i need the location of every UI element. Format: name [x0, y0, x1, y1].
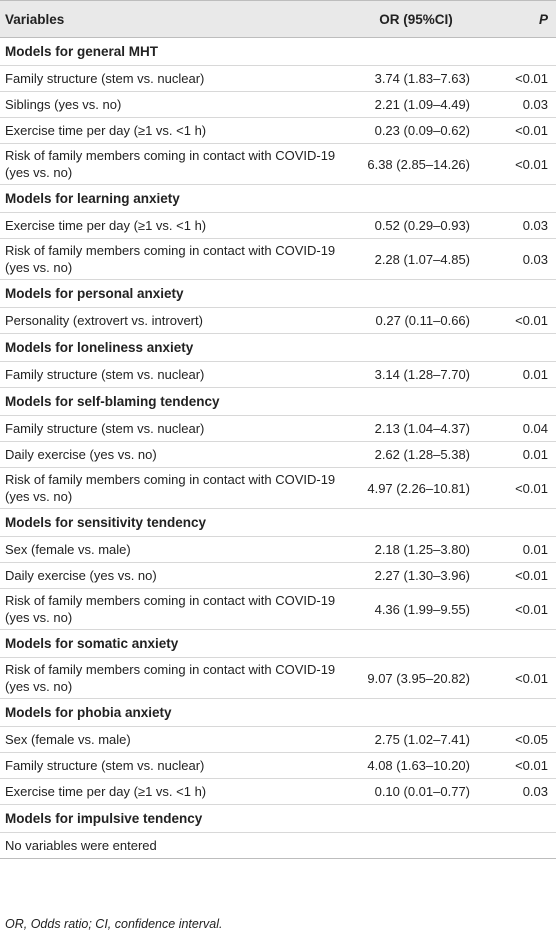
odds-ratio-cell: 2.75 (1.02–7.41) — [340, 727, 492, 753]
section-heading: Models for sensitivity tendency — [0, 509, 556, 537]
variable-cell: Daily exercise (yes vs. no) — [0, 563, 340, 589]
section-heading-row — [0, 334, 556, 362]
variable-cell: Family structure (stem vs. nuclear) — [0, 66, 340, 92]
column-header-variables: Variables — [0, 1, 340, 38]
p-value-cell: 0.03 — [492, 92, 556, 118]
odds-ratio-cell: 0.27 (0.11–0.66) — [340, 308, 492, 334]
odds-ratio-cell: 0.10 (0.01–0.77) — [340, 779, 492, 805]
p-value-cell: <0.01 — [492, 118, 556, 144]
section-heading-row — [0, 185, 556, 213]
variable-cell: Risk of family members coming in contact with COVID-19 (yes vs. no) — [0, 589, 340, 630]
table-row — [0, 537, 556, 563]
odds-ratio-cell — [340, 833, 492, 859]
odds-ratio-cell: 2.18 (1.25–3.80) — [340, 537, 492, 563]
variable-cell: Daily exercise (yes vs. no) — [0, 442, 340, 468]
odds-ratio-cell: 4.08 (1.63–10.20) — [340, 753, 492, 779]
p-value-cell: <0.01 — [492, 308, 556, 334]
section-heading-row — [0, 805, 556, 833]
variable-cell: Exercise time per day (≥1 vs. <1 h) — [0, 118, 340, 144]
section-heading: Models for learning anxiety — [0, 185, 556, 213]
column-header-p: P — [492, 1, 556, 38]
p-value-cell: <0.01 — [492, 563, 556, 589]
table-row — [0, 66, 556, 92]
p-value-cell — [492, 833, 556, 859]
section-heading-row — [0, 509, 556, 537]
p-value-cell: 0.01 — [492, 362, 556, 388]
section-heading-row — [0, 630, 556, 658]
variable-cell: Risk of family members coming in contact with COVID-19 (yes vs. no) — [0, 658, 340, 699]
header-row — [0, 1, 556, 38]
section-heading-row — [0, 280, 556, 308]
section-heading-row — [0, 388, 556, 416]
section-heading: Models for phobia anxiety — [0, 699, 556, 727]
section-heading: Models for general MHT — [0, 38, 556, 66]
table-row — [0, 753, 556, 779]
p-value-cell: 0.03 — [492, 779, 556, 805]
variable-cell: Exercise time per day (≥1 vs. <1 h) — [0, 779, 340, 805]
table-row — [0, 416, 556, 442]
p-value-cell: <0.01 — [492, 589, 556, 630]
table-header — [0, 1, 556, 38]
p-value-cell: <0.01 — [492, 658, 556, 699]
section-heading: Models for impulsive tendency — [0, 805, 556, 833]
table-row — [0, 442, 556, 468]
variable-cell: Risk of family members coming in contact with COVID-19 (yes vs. no) — [0, 144, 340, 185]
odds-ratio-cell: 0.23 (0.09–0.62) — [340, 118, 492, 144]
p-value-cell: <0.01 — [492, 753, 556, 779]
table-row — [0, 468, 556, 509]
p-value-cell: 0.01 — [492, 537, 556, 563]
section-heading-row — [0, 699, 556, 727]
p-value-cell: 0.03 — [492, 239, 556, 280]
variable-cell: Family structure (stem vs. nuclear) — [0, 416, 340, 442]
variable-cell: Family structure (stem vs. nuclear) — [0, 753, 340, 779]
table-row — [0, 144, 556, 185]
section-heading: Models for self-blaming tendency — [0, 388, 556, 416]
p-value-cell: 0.04 — [492, 416, 556, 442]
p-value-cell: <0.01 — [492, 144, 556, 185]
section-heading: Models for loneliness anxiety — [0, 334, 556, 362]
odds-ratio-cell: 6.38 (2.85–14.26) — [340, 144, 492, 185]
odds-ratio-cell: 3.14 (1.28–7.70) — [340, 362, 492, 388]
variable-cell: Exercise time per day (≥1 vs. <1 h) — [0, 213, 340, 239]
odds-ratio-cell: 9.07 (3.95–20.82) — [340, 658, 492, 699]
p-value-cell: <0.01 — [492, 66, 556, 92]
table-body — [0, 38, 556, 859]
odds-ratio-cell: 2.21 (1.09–4.49) — [340, 92, 492, 118]
table-row — [0, 833, 556, 859]
p-value-cell: <0.01 — [492, 468, 556, 509]
section-heading: Models for somatic anxiety — [0, 630, 556, 658]
table-row — [0, 92, 556, 118]
variable-cell: Sex (female vs. male) — [0, 727, 340, 753]
variable-cell: Risk of family members coming in contact with COVID-19 (yes vs. no) — [0, 239, 340, 280]
table-row — [0, 658, 556, 699]
odds-ratio-cell: 0.52 (0.29–0.93) — [340, 213, 492, 239]
variable-cell: Risk of family members coming in contact with COVID-19 (yes vs. no) — [0, 468, 340, 509]
table-row — [0, 362, 556, 388]
odds-ratio-cell: 2.27 (1.30–3.96) — [340, 563, 492, 589]
table-row — [0, 563, 556, 589]
odds-ratio-cell: 4.97 (2.26–10.81) — [340, 468, 492, 509]
column-header-or: OR (95%CI) — [340, 1, 492, 38]
variable-cell: Siblings (yes vs. no) — [0, 92, 340, 118]
variable-cell: Sex (female vs. male) — [0, 537, 340, 563]
p-value-cell: <0.05 — [492, 727, 556, 753]
table-row — [0, 727, 556, 753]
table-row — [0, 308, 556, 334]
p-value-cell: 0.03 — [492, 213, 556, 239]
odds-ratio-cell: 2.62 (1.28–5.38) — [340, 442, 492, 468]
table-row — [0, 779, 556, 805]
odds-ratio-cell: 2.28 (1.07–4.85) — [340, 239, 492, 280]
table-row — [0, 589, 556, 630]
section-heading-row — [0, 38, 556, 66]
variable-cell: Family structure (stem vs. nuclear) — [0, 362, 340, 388]
variable-cell: No variables were entered — [0, 833, 340, 859]
odds-ratio-cell: 2.13 (1.04–4.37) — [340, 416, 492, 442]
section-heading: Models for personal anxiety — [0, 280, 556, 308]
table-footnote: OR, Odds ratio; CI, confidence interval. — [5, 917, 223, 931]
variable-cell: Personality (extrovert vs. introvert) — [0, 308, 340, 334]
table-row — [0, 239, 556, 280]
p-value-cell: 0.01 — [492, 442, 556, 468]
odds-ratio-cell: 4.36 (1.99–9.55) — [340, 589, 492, 630]
odds-ratio-cell: 3.74 (1.83–7.63) — [340, 66, 492, 92]
table-row — [0, 213, 556, 239]
table-row — [0, 118, 556, 144]
